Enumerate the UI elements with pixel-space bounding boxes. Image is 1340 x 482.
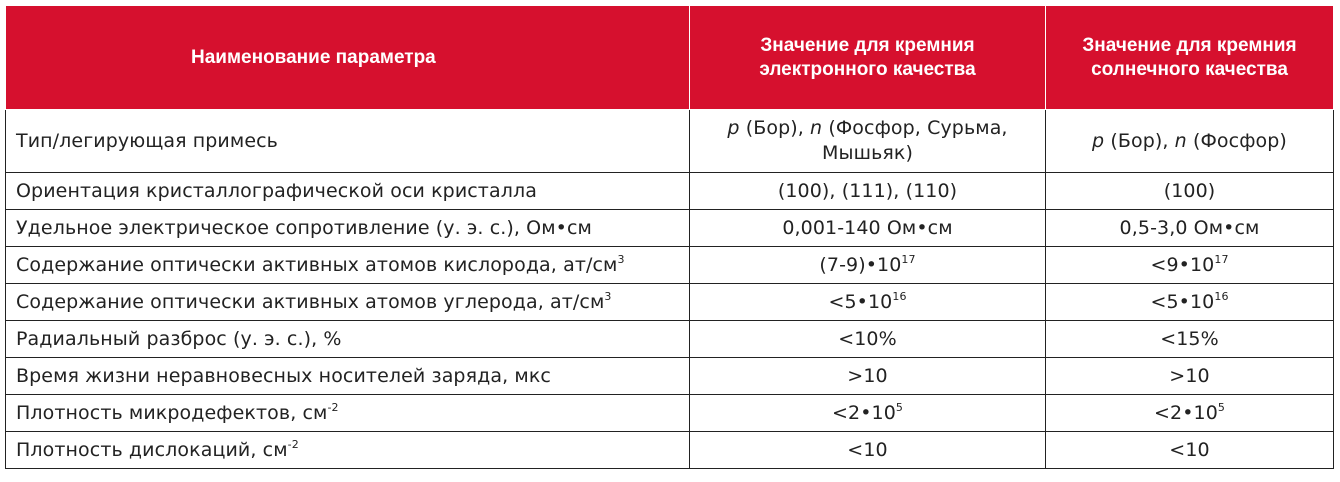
row-name-text: Содержание оптически активных атомов кислорода, ат/см — [16, 253, 618, 276]
row-electronic-value: >10 — [690, 358, 1046, 395]
dopant-type-n: n — [810, 117, 823, 139]
table-header — [6, 6, 1334, 110]
row-name-text: Содержание оптически активных атомов углерода, ат/см — [16, 290, 605, 313]
row-name: Радиальный разброс (у. э. с.), % — [6, 321, 690, 358]
row-solar-value: 0,5-3,0 Ом•см — [1046, 210, 1334, 247]
row-name: Ориентация кристаллографической оси кристалла — [6, 173, 690, 210]
row-solar-value: >10 — [1046, 358, 1334, 395]
row-solar-value — [1046, 110, 1334, 173]
value-exponent: 16 — [1214, 289, 1229, 303]
unit-exponent: 3 — [604, 289, 612, 303]
row-solar-value: (100) — [1046, 173, 1334, 210]
row-electronic-value: (100), (111), (110) — [690, 173, 1046, 210]
value-exponent: 5 — [1217, 400, 1225, 414]
value-exponent: 17 — [901, 252, 916, 266]
row-solar-value — [1046, 247, 1334, 284]
table-body — [6, 110, 1334, 469]
dopant-text: (Бор), — [1104, 129, 1175, 152]
row-solar-value — [1046, 284, 1334, 321]
table-row — [6, 321, 1334, 358]
row-name-text: Плотность микродефектов, см — [16, 401, 328, 424]
header-electronic-grade: Значение для кремния электронного качества — [690, 6, 1046, 110]
table-row — [6, 247, 1334, 284]
value-base: (7-9)•10 — [819, 253, 902, 276]
row-name — [6, 395, 690, 432]
row-name — [6, 284, 690, 321]
row-name: Тип/легирующая примесь — [6, 110, 690, 173]
unit-exponent: -2 — [327, 400, 339, 414]
header-solar-grade: Значение для кремния солнечного качества — [1046, 6, 1334, 110]
row-name: Время жизни неравновесных носителей заряда, мкс — [6, 358, 690, 395]
value-exponent: 5 — [895, 400, 903, 414]
dopant-type-p: p — [727, 117, 740, 139]
value-base: <5•10 — [1150, 290, 1215, 313]
header-parameter-name: Наименование параметра — [6, 6, 690, 110]
row-electronic-value — [690, 110, 1046, 173]
row-name — [6, 247, 690, 284]
row-electronic-value — [690, 395, 1046, 432]
table-row — [6, 284, 1334, 321]
row-electronic-value — [690, 247, 1046, 284]
row-electronic-value: 0,001-140 Ом•см — [690, 210, 1046, 247]
row-solar-value: <15% — [1046, 321, 1334, 358]
value-base: <9•10 — [1150, 253, 1215, 276]
row-electronic-value: <10 — [690, 432, 1046, 469]
table-row — [6, 432, 1334, 469]
value-exponent: 17 — [1214, 252, 1229, 266]
dopant-text: (Фосфор, Сурьма, Мышьяк) — [822, 117, 1008, 164]
value-base: <2•10 — [1153, 401, 1218, 424]
dopant-type-p: p — [1092, 129, 1105, 152]
row-name-text: Плотность дислокаций, см — [16, 438, 288, 461]
row-name — [6, 432, 690, 469]
row-electronic-value: <10% — [690, 321, 1046, 358]
table-row — [6, 358, 1334, 395]
table-row — [6, 210, 1334, 247]
header-row — [6, 6, 1334, 110]
dopant-text: (Бор), — [739, 117, 811, 139]
table-row — [6, 110, 1334, 173]
unit-exponent: 3 — [617, 252, 625, 266]
table-row — [6, 395, 1334, 432]
table-row — [6, 173, 1334, 210]
row-solar-value — [1046, 395, 1334, 432]
dopant-type-n: n — [1174, 129, 1187, 152]
value-base: <5•10 — [828, 290, 893, 313]
unit-exponent: -2 — [287, 437, 299, 451]
dopant-text: (Фосфор) — [1186, 129, 1287, 152]
value-base: <2•10 — [831, 401, 896, 424]
value-exponent: 16 — [892, 289, 907, 303]
row-name: Удельное электрическое сопротивление (у. э. с.), Ом•см — [6, 210, 690, 247]
row-electronic-value — [690, 284, 1046, 321]
row-solar-value: <10 — [1046, 432, 1334, 469]
parameters-table — [5, 5, 1334, 469]
